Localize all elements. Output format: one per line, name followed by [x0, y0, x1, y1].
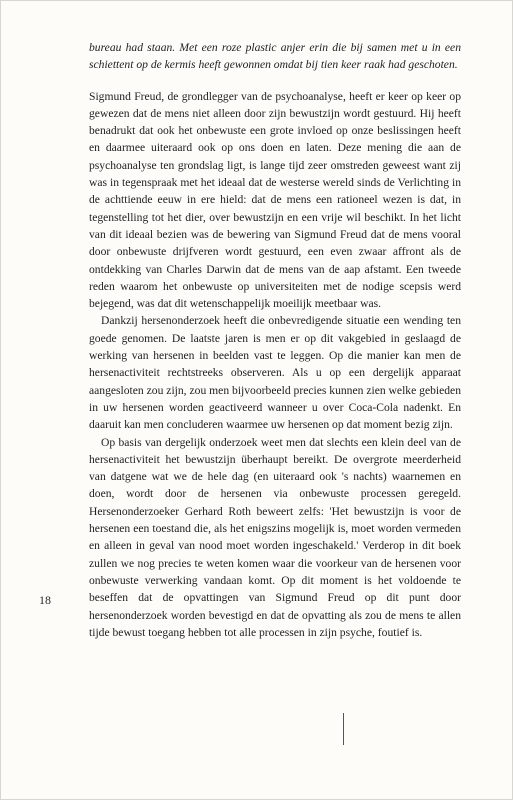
page-number: 18 — [39, 593, 51, 607]
paragraph-1: Sigmund Freud, de grondlegger van de psychoanalyse, heeft er keer op keer op gewezen dat de mens niet alleen door zijn bewustzijn wordt gestuurd. Hij heeft benadrukt dat ook het onbewuste een grote invloed op onze beslissingen heeft en daarmee uiteraard ook op ons doen en laten. Deze mening die aan de psychoanalyse ten grondslag ligt, is lange tijd zeer omstreden geweest want zij was in tegenspraak met het ideaal dat de westerse wereld sinds de Verlichting in de achttiende eeuw in ere hield: dat de mens een rationeel wezen is dat, in tegenstelling tot het dier, over bewustzijn en een vrije wil beschikt. In het licht van dit ideaal bezien was de bewering van Sigmund Freud dat de mens vooral door onbewuste drijfveren wordt gestuurd, een even zwaar affront als de ontdekking van Charles Darwin dat de mens van de aap afstamt. Een tweede reden waarom het onbewuste op universiteiten met de nodige scepsis werd bejegend, was dat dit wetenschappelijk moeilijk meetbaar was. — [89, 89, 461, 311]
intro-italic-text: bureau had staan. Met een roze plastic anjer erin die bij samen met u in een schiettent op de kermis heeft gewonnen omdat bij tien keer raak had geschoten. — [89, 41, 461, 72]
body-text — [89, 39, 461, 641]
paragraph-3: Op basis van dergelijk onderzoek weet men dat slechts een klein deel van de hersenactiviteit het bewustzijn überhaupt bereikt. De overgrote meerderheid van datgene wat we de hele dag (en uiteraard ook 's nachts) waarnemen en doen, wordt door de hersenen via onbewuste processen geregeld. Hersenonderzoeker Gerhard Roth beweert zelfs: 'Het bewustzijn is voor de hersenen een toestand die, als het enigszins mogelijk is, moet worden vermeden en alleen in geval van nood moet worden ingeschakeld.' Verderop in dit boek zullen we nog precies te weten komen waar die voorkeur van de hersenen voor onbewuste verwerking vandaan komt. Op dit moment is het voldoende te beseffen dat de opvattingen van Sigmund Freud op dit punt door hersenonderzoek worden bevestigd en dat de opvatting als zou de mens te allen tijde bewust toegang hebben tot alle processen in zijn psyche, foutief is. — [89, 435, 461, 639]
paragraph-2: Dankzij hersenonderzoek heeft die onbevredigende situatie een wending ten goede genomen. De laatste jaren is men er op dit vakgebied in geslaagd de werking van hersenen in beelden vast te leggen. Op die manier kan men de hersenactiviteit rechtstreeks observeren. Als u op een dergelijk apparaat aangesloten zou zijn, zou men bijvoorbeeld precies kunnen zien welke gebieden in uw hersenen worden geactiveerd wanneer u over Coca-Cola nadenkt. En daaruit kan men concluderen waarmee uw hersenen op dat moment bezig zijn. — [89, 314, 461, 432]
pen-mark — [343, 713, 344, 745]
